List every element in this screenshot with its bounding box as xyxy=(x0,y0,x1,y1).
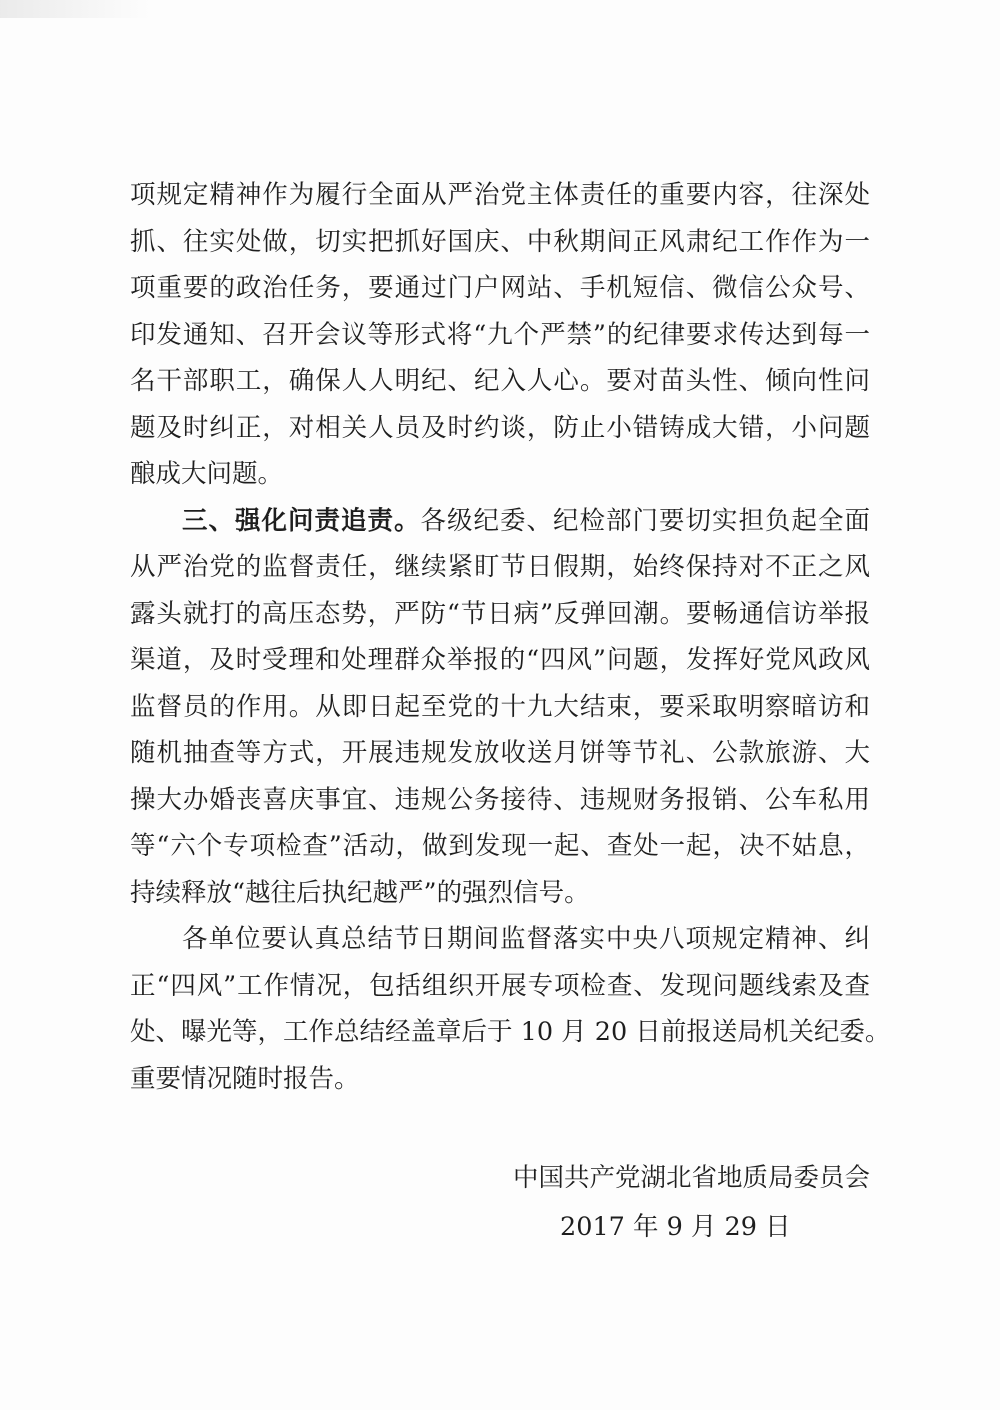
paragraph-2-line: 从严治党的监督责任，继续紧盯节日假期，始终保持对不正之风 xyxy=(130,552,870,582)
section-heading: 三、强化问责追责。 xyxy=(182,505,421,536)
signature-organization: 中国共产党湖北省地质局委员会 xyxy=(512,1163,870,1193)
paragraph-1-line: 题及时纠正，对相关人员及时约谈，防止小错铸成大错，小问题 xyxy=(130,412,870,443)
paragraph-2-line: 监督员的作用。从即日起至党的十九大结束，要采取明察暗访和 xyxy=(130,691,870,722)
paragraph-2-line: 等“六个专项检查”活动，做到发现一起、查处一起，决不姑息， xyxy=(130,831,870,861)
paragraph-3-line: 处、曝光等，工作总结经盖章后于 10 月 20 日前报送局机关纪委。 xyxy=(130,1017,891,1047)
paragraph-1-line: 酿成大问题。 xyxy=(130,459,284,489)
paragraph-1-line: 抓、往实处做，切实把抓好国庆、中秋期间正风肃纪工作作为一 xyxy=(130,226,870,257)
paragraph-3-line: 正“四风”工作情况，包括组织开展专项检查、发现问题线索及查 xyxy=(130,970,870,1001)
paragraph-1-line: 名干部职工，确保人人明纪、纪入人心。要对苗头性、倾向性问 xyxy=(130,366,870,396)
paragraph-2-first-line-text: 各级纪委、纪检部门要切实担负起全面 xyxy=(420,505,870,536)
paragraph-2-line: 随机抽查等方式，开展违规发放收送月饼等节礼、公款旅游、大 xyxy=(130,738,870,768)
paragraph-1-line: 项重要的政治任务，要通过门户网站、手机短信、微信公众号、 xyxy=(130,273,870,303)
signature-date: 2017 年 9 月 29 日 xyxy=(560,1212,791,1242)
paragraph-1-line: 印发通知、召开会议等形式将“九个严禁”的纪律要求传达到每一 xyxy=(130,319,870,350)
paragraph-3-line: 各单位要认真总结节日期间监督落实中央八项规定精神、纠 xyxy=(182,924,870,954)
paragraph-2-first-line xyxy=(130,498,870,545)
paragraph-2-line: 持续释放“越往后执纪越严”的强烈信号。 xyxy=(130,877,590,908)
paragraph-2-line: 渠道，及时受理和处理群众举报的“四风”问题，发挥好党风政风 xyxy=(130,645,870,675)
paragraph-2-line: 操大办婚丧喜庆事宜、违规公务接待、违规财务报销、公车私用 xyxy=(130,784,870,815)
paragraph-2-line: 露头就打的高压态势，严防“节日病”反弹回潮。要畅通信访举报 xyxy=(130,598,870,629)
document-body xyxy=(130,172,891,1102)
paragraph-3-line: 重要情况随时报告。 xyxy=(130,1063,360,1094)
scan-header-mark xyxy=(0,0,150,18)
paragraph-1-line: 项规定精神作为履行全面从严治党主体责任的重要内容，往深处 xyxy=(130,180,870,210)
